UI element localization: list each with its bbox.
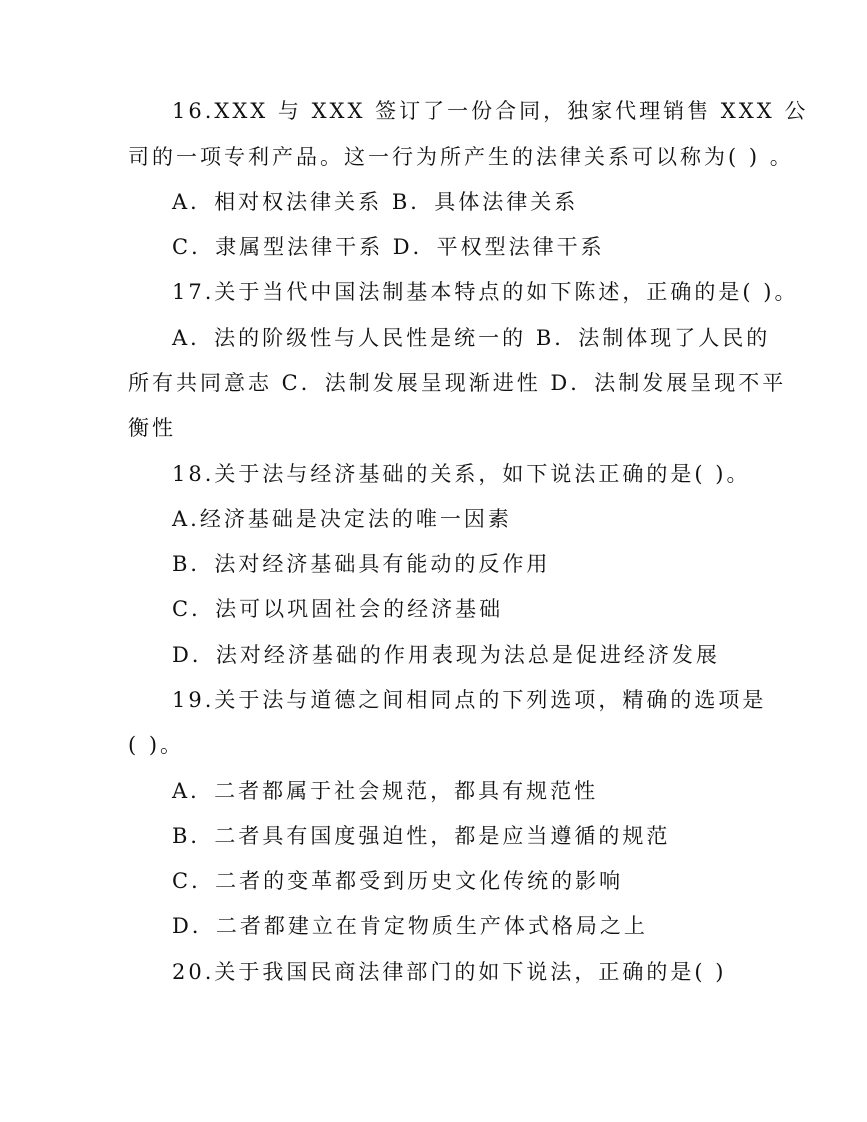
- question-18-option-b: B．法对经济基础具有能动的反作用: [172, 552, 551, 576]
- question-16-stem-line-1: 16.XXX 与 XXX 签订了一份合同，独家代理销售 XXX 公: [172, 99, 809, 123]
- question-19-option-c: C．二者的变革都受到历史文化传统的影响: [172, 869, 624, 893]
- question-17-options-line-1: A．法的阶级性与人民性是统一的 B．法制体现了人民的: [172, 326, 771, 350]
- question-19-stem-line-2: ( )。: [128, 733, 185, 757]
- question-18-option-c: C．法可以巩固社会的经济基础: [172, 597, 504, 621]
- question-16-options-cd: C．隶属型法律干系 D．平权型法律干系: [172, 235, 605, 259]
- question-18-stem: 18.关于法与经济基础的关系，如下说法正确的是( )。: [172, 462, 751, 486]
- question-17-options-line-3: 衡性: [128, 416, 176, 440]
- question-16-options-ab: A．相对权法律关系 B．具体法律关系: [172, 190, 579, 214]
- question-19-option-a: A．二者都属于社会规范，都具有规范性: [172, 779, 599, 803]
- question-16-stem-line-2: 司的一项专利产品。这一行为所产生的法律关系可以称为( ) 。: [128, 145, 794, 169]
- question-18-option-d: D．法对经济基础的作用表现为法总是促进经济发展: [172, 643, 720, 667]
- question-19-option-b: B．二者具有国度强迫性，都是应当遵循的规范: [172, 824, 671, 848]
- question-20-stem: 20.关于我国民商法律部门的如下说法，正确的是( ): [172, 960, 727, 984]
- question-17-stem: 17.关于当代中国法制基本特点的如下陈述，正确的是( )。: [172, 280, 799, 304]
- question-17-options-line-2: 所有共同意志 C．法制发展呈现渐进性 D．法制发展呈现不平: [128, 371, 787, 395]
- question-18-option-a: A.经济基础是决定法的唯一因素: [172, 507, 512, 531]
- question-19-stem-line-1: 19.关于法与道德之间相同点的下列选项，精确的选项是: [172, 688, 767, 712]
- question-19-option-d: D．二者都建立在肯定物质生产体式格局之上: [172, 914, 648, 938]
